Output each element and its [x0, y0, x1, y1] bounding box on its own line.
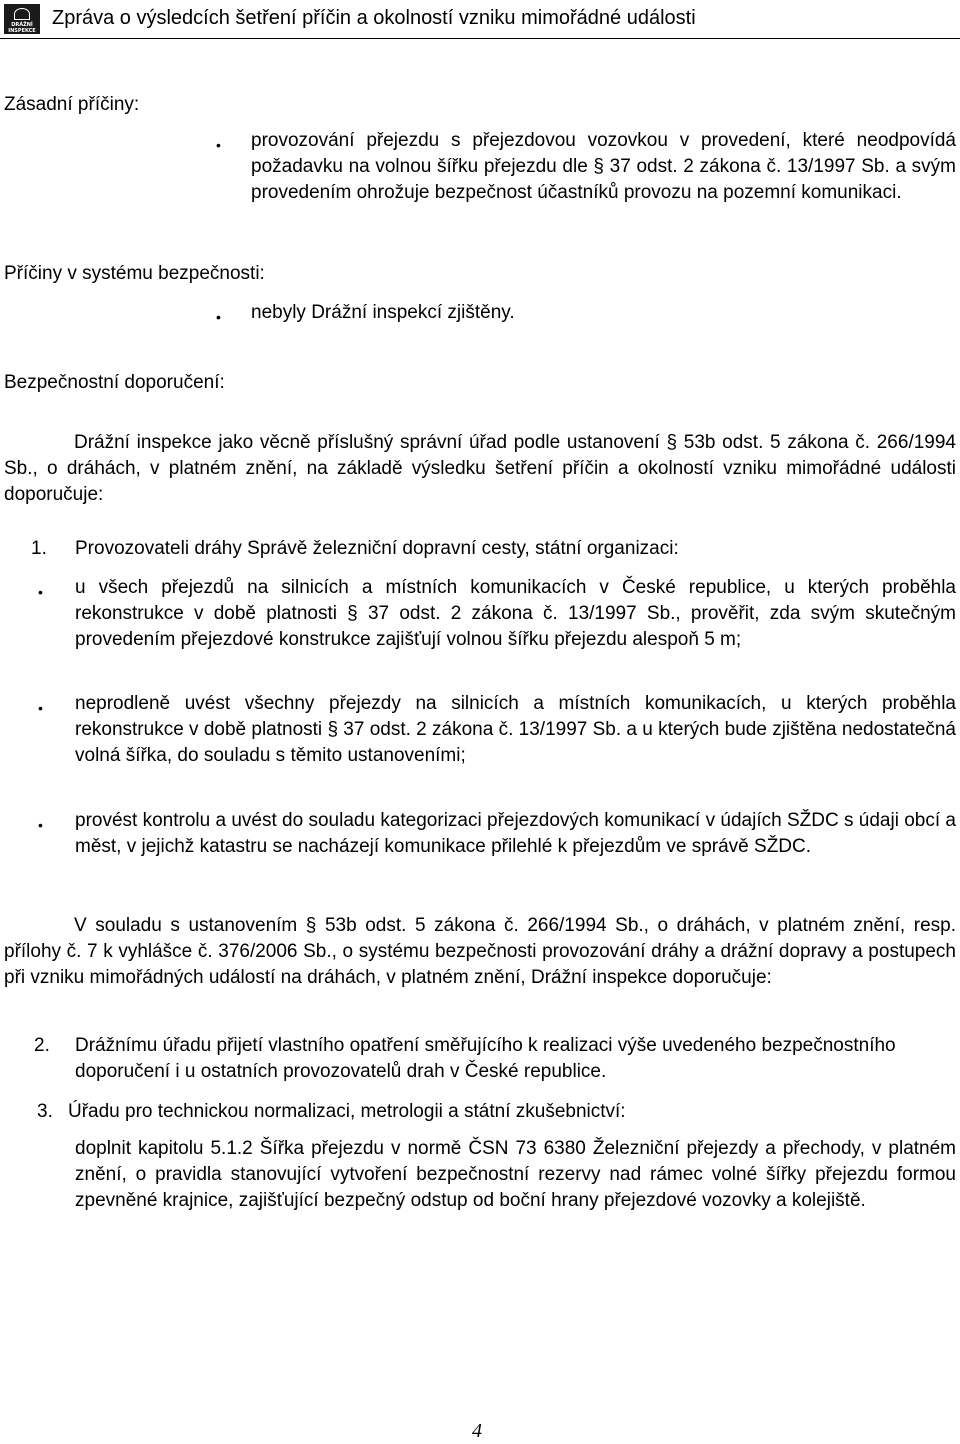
recommendation-3-heading: Úřadu pro technickou normalizaci, metrologii a státní zkušebnictví: — [68, 1101, 626, 1122]
second-intro: V souladu s ustanovením § 53b odst. 5 zákona č. 266/1994 Sb., o dráhách, v platném znění, resp. přílohy č. 7 k vyhlášce č. 376/2006 Sb., o systému bezpečnosti provozování dráhy a drážní dopravy a postupech při vzniku mimořádných událostí na dráhách, v platném znění, Drážní inspekce doporučuje: — [4, 915, 956, 988]
recommendation-3-text: doplnit kapitolu 5.1.2 Šířka přejezdu v normě ČSN 73 6380 Železniční přejezdy a přechody, v platném znění, o pravidla stanovující vytvoření bezpečnostní rezervy nad rámec volné šířky přejezdu formou zpevněné krajnice, zajišťující bezpečný odstup od boční hrany přejezdové vozovky a kolejiště. — [75, 1138, 956, 1211]
recommendation-2-text: Drážnímu úřadu přijetí vlastního opatření směřujícího k realizaci výše uvedeného bezpečnostního doporučení i u ostatních provozovatelů drah v České republice. — [75, 1035, 896, 1082]
bullet-icon: • — [216, 309, 221, 325]
recommendation-1-item: u všech přejezdů na silnicích a místních komunikacích v České republice, u kterých proběhla rekonstrukce v době platnosti § 37 odst. 2 zákona č. 13/1997 Sb., prověřit, zda svým skutečným provedením přejezdové konstrukce zajišťují volnou šířku přejezdu alespoň 5 m; — [75, 577, 956, 650]
bullet-icon: • — [38, 700, 43, 716]
drazni-inspekce-logo — [4, 4, 40, 34]
system-causes-label: Příčiny v systému bezpečnosti: — [4, 263, 265, 284]
main-causes-label: Zásadní příčiny: — [4, 94, 140, 115]
recommendations-label: Bezpečnostní doporučení: — [4, 372, 225, 393]
main-cause-item: provozování přejezdu s přejezdovou vozovkou v provedení, které neodpovídá požadavku na volnou šířku přejezdu dle § 37 odst. 2 zákona č. 13/1997 Sb. a svým provedením ohrožuje bezpečnost účastníků provozu na pozemní komunikaci. — [251, 130, 956, 203]
recommendation-1-number: 1. — [31, 538, 47, 559]
bullet-icon: • — [38, 584, 43, 600]
recommendation-3-number: 3. — [37, 1101, 53, 1122]
recommendations-intro: Drážní inspekce jako věcně příslušný správní úřad podle ustanovení § 53b odst. 5 zákona č. 266/1994 Sb., o dráhách, v platném znění, na základě výsledku šetření příčin a okolností vzniku mimořádné události doporučuje: — [4, 432, 956, 505]
bullet-icon: • — [38, 817, 43, 833]
header-title: Zpráva o výsledcích šetření příčin a okolností vzniku mimořádné události — [52, 7, 696, 29]
system-cause-item: nebyly Drážní inspekcí zjištěny. — [251, 302, 515, 323]
recommendation-1-item: neprodleně uvést všechny přejezdy na silnicích a místních komunikacích, u kterých proběhla rekonstrukce v době platnosti § 37 odst. 2 zákona č. 13/1997 Sb. a u kterých bude zjištěna nedostatečná volná šířka, do souladu s těmito ustanoveními; — [75, 693, 956, 766]
logo-text: DRÁŽNÍ INSPEKCE — [8, 22, 36, 34]
recommendation-2-number: 2. — [34, 1035, 50, 1056]
recommendation-1-item: provést kontrolu a uvést do souladu kategorizaci přejezdových komunikací v údajích SŽDC s údaji obcí a měst, v jejichž katastru se nacházejí komunikace přilehlé k přejezdům ve správě SŽDC. — [75, 810, 956, 857]
bullet-icon: • — [216, 137, 221, 153]
page-header — [0, 0, 960, 38]
logo-emblem-icon — [14, 8, 30, 20]
recommendation-1-heading: Provozovateli dráhy Správě železniční dopravní cesty, státní organizaci: — [75, 538, 679, 559]
header-divider — [0, 38, 960, 39]
page-number: 4 — [472, 1420, 482, 1442]
